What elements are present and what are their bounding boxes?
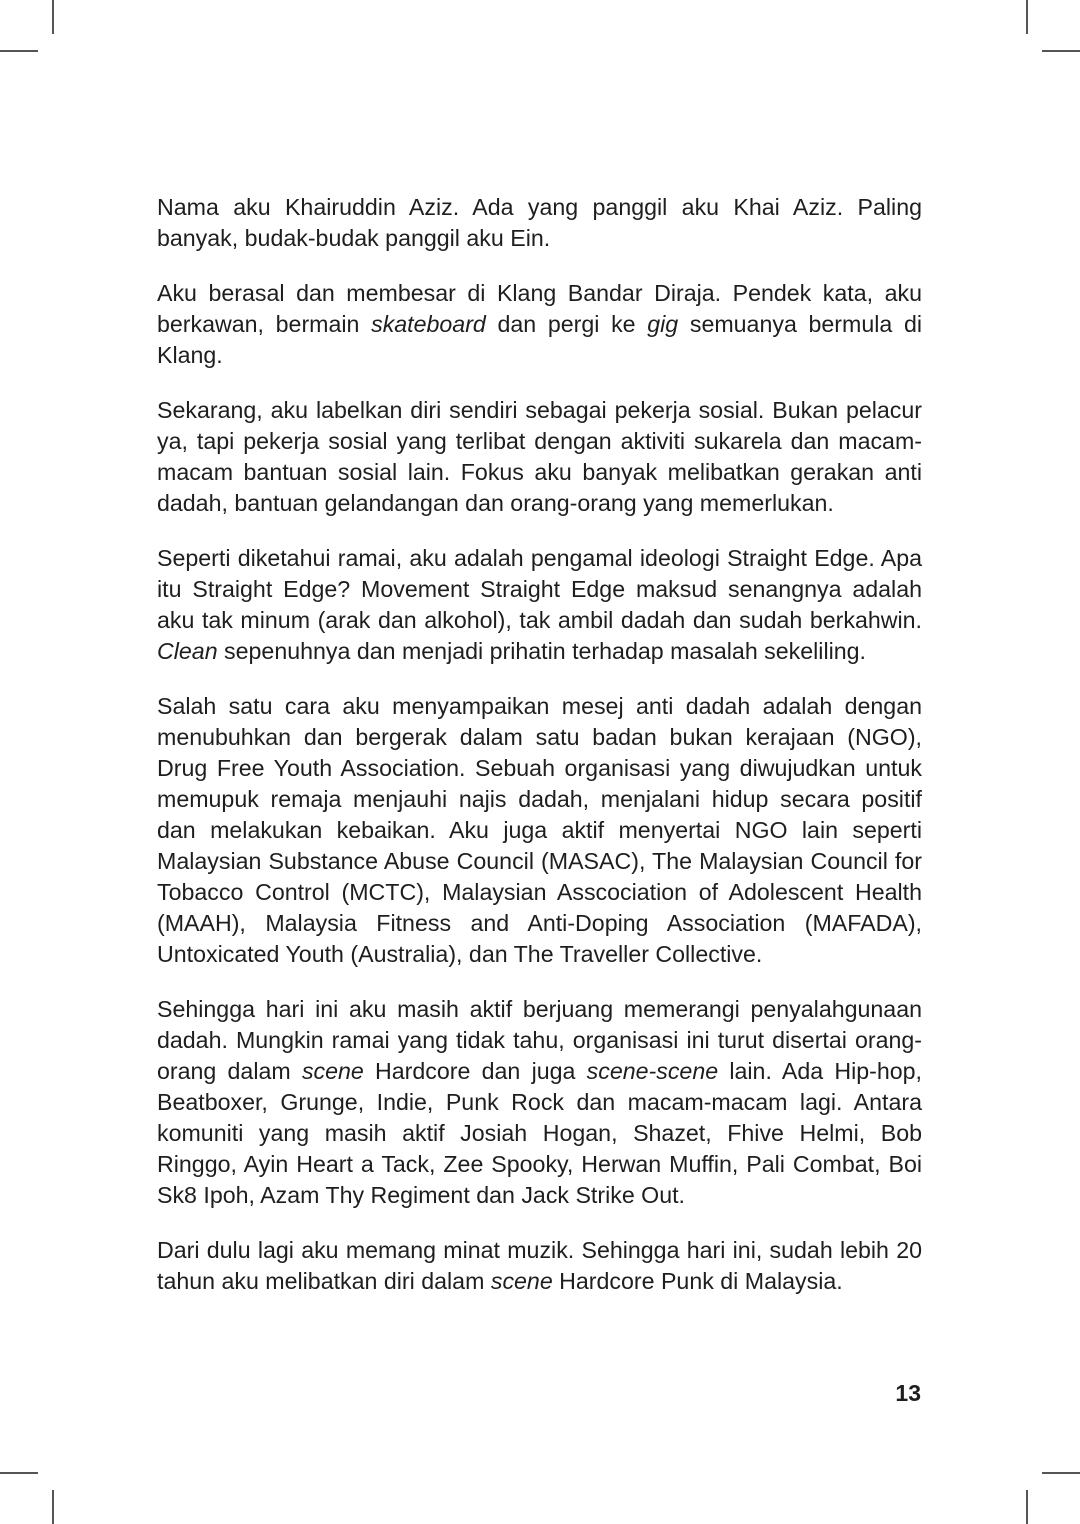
text-run: dan pergi ke: [485, 311, 648, 337]
paragraph-1: [157, 192, 922, 254]
text-run: Hardcore dan juga: [363, 1058, 587, 1084]
paragraph-7: [157, 1235, 922, 1297]
paragraph-4: [157, 543, 922, 667]
crop-mark-bottom-right-vertical: [1026, 1490, 1028, 1524]
paragraph-6: [157, 994, 922, 1211]
text-run: Hardcore Punk di Malaysia.: [552, 1268, 843, 1294]
paragraph-2: [157, 278, 922, 371]
text-run: Dari dulu lagi aku memang minat muzik. Sehingga hari ini, sudah lebih 20 tahun aku melibatkan diri dalam: [157, 1237, 922, 1294]
crop-mark-top-right-vertical: [1026, 0, 1028, 34]
italic-term: scene-scene: [586, 1058, 719, 1084]
italic-term: Clean: [157, 638, 218, 664]
text-run: Sekarang, aku labelkan diri sendiri sebagai pekerja sosial. Bukan pelacur ya, tapi pekerja sosial yang terlibat dengan aktiviti sukarela dan macam-macam bantuan sosial lain. Fokus aku banyak melibatkan gerakan anti dadah, bantuan gelandangan dan orang-orang yang memerlukan.: [157, 397, 922, 516]
italic-term: gig: [647, 311, 679, 337]
body-text: [157, 192, 922, 1321]
italic-term: skateboard: [371, 311, 486, 337]
crop-mark-bottom-right-horizontal: [1042, 1472, 1080, 1474]
crop-mark-top-right-horizontal: [1042, 50, 1080, 52]
text-run: semuanya bermula di Klang.: [157, 311, 922, 368]
text-run: Salah satu cara aku menyampaikan mesej anti dadah adalah dengan menubuhkan dan bergerak dalam satu badan bukan kerajaan (NGO), Drug Free Youth Association. Sebuah organisasi yang diwujudkan untuk memupuk remaja menjauhi najis dadah, menjalani hidup secara positif dan melakukan kebaikan. Aku juga aktif menyertai NGO lain seperti Malaysian Substance Abuse Council (MASAC), The Malaysian Council for Tobacco Control (MCTC), Malaysian Asscociation of Adolescent Health (MAAH), Malaysia Fitness and Anti-Doping Association (MAFADA), Untoxicated Youth (Australia), dan The Traveller Collective.: [157, 693, 922, 967]
crop-mark-top-left-vertical: [52, 0, 54, 34]
crop-mark-bottom-left-horizontal: [0, 1472, 38, 1474]
text-run: Seperti diketahui ramai, aku adalah pengamal ideologi Straight Edge. Apa itu Straight Edge? Movement Straight Edge maksud senangnya adalah aku tak minum (arak dan alkohol), tak ambil dadah dan sudah berkahwin.: [157, 545, 922, 633]
page-number: 13: [895, 1380, 921, 1406]
text-run: lain. Ada Hip-hop, Beatboxer, Grunge, Indie, Punk Rock dan macam-macam lagi. Antara komuniti yang masih aktif Josiah Hogan, Shazet, Fhive Helmi, Bob Ringgo, Ayin Heart a Tack, Zee Spooky, Herwan Muffin, Pali Combat, Boi Sk8 Ipoh, Azam Thy Regiment dan Jack Strike Out.: [157, 1058, 922, 1208]
text-run: Aku berasal dan membesar di Klang Bandar Diraja. Pendek kata, aku berkawan, bermain: [157, 280, 922, 337]
text-run: sepenuhnya dan menjadi prihatin terhadap masalah sekeliling.: [217, 638, 866, 664]
crop-mark-bottom-left-vertical: [52, 1490, 54, 1524]
text-run: Sehingga hari ini aku masih aktif berjuang memerangi penyalahgunaan dadah. Mungkin ramai yang tidak tahu, organisasi ini turut disertai orang-orang dalam: [157, 996, 922, 1084]
text-run: Nama aku Khairuddin Aziz. Ada yang panggil aku Khai Aziz. Paling banyak, budak-budak panggil aku Ein.: [157, 194, 922, 251]
paragraph-5: [157, 691, 922, 970]
crop-mark-top-left-horizontal: [0, 50, 38, 52]
paragraph-3: [157, 395, 922, 519]
italic-term: scene: [301, 1058, 364, 1084]
italic-term: scene: [490, 1268, 553, 1294]
